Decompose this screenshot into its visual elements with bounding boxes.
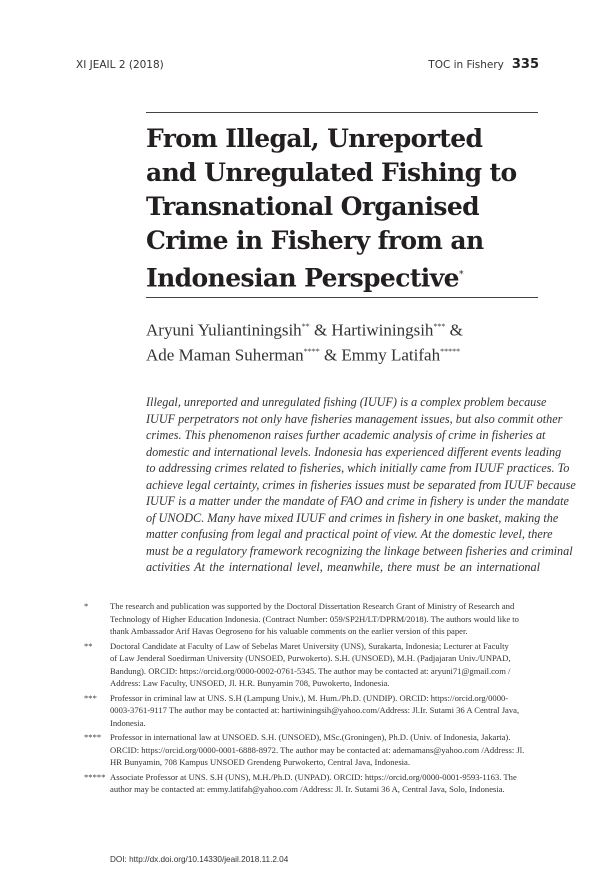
page-number: 335 (511, 57, 539, 72)
footnote-line: Professor in criminal law at UNS. S.H (Lampung Univ.), M. Hum./Ph.D. (UNDIP). ORCID: https://orcid.org/0000- (110, 692, 509, 703)
author-name: Aryuni Yuliantiningsih (146, 320, 302, 340)
title-line-text: Indonesian Perspective (146, 263, 459, 293)
footnote-line: Associate Professor at UNS. S.H (UNS), M.H./Ph.D. (UNPAD). ORCID: https://orcid.org/0000-0001-9593-1163. The (110, 771, 517, 782)
footnote-line: thank Ambassador Arif Havas Oegroseno for his valuable comments on the earlier version of this paper. (110, 626, 468, 636)
title-line: Transnational Organised (146, 192, 480, 221)
footnote-mark: ***** (84, 771, 106, 782)
abstract-line: activities At the international level, meanwhile, there must be an international (146, 560, 540, 574)
footnote-line: ORCID: https://orcid.org/0000-0001-6888-8972. The author may be contacted at: ademamans@yahoo.com /Address: Jl. (110, 744, 525, 755)
footnotes (84, 600, 544, 798)
author-separator: & (309, 320, 332, 340)
title-footnote-mark: * (458, 270, 463, 280)
footnote-mark: * (84, 601, 89, 611)
footnote-line: author may be contacted at: emmy.latifah@yahoo.com /Address: Jl. Ir. Sutami 36 A, Central Java, Solo, Indonesia. (110, 784, 505, 794)
author-mark: ** (301, 322, 310, 331)
journal-citation: XI JEAIL 2 (2018) (76, 59, 164, 71)
abstract-line: of UNODC. Many have mixed IUUF and crimes in fishery in one basket, making the (146, 510, 559, 525)
author-mark: ***** (440, 346, 461, 356)
title-line-last (146, 258, 538, 295)
abstract-line: to addressing crimes related to fisheries, which initially came from IUUF practices. To (146, 461, 570, 475)
footnote (84, 771, 544, 796)
abstract-line: IUUF is a matter under the mandate of FAO and crime in fishery is under the mandate (146, 494, 569, 508)
author-list (146, 316, 538, 365)
footnote-line: of Law Jenderal Soedirman University (UNSOED, Purwokerto). S.H. (UNSOED), M.H. (Padjajaran Univ./UNPAD, (110, 653, 511, 663)
running-head-right (428, 57, 539, 72)
footnote-line: Indonesia. (110, 717, 146, 728)
footnote-text (110, 600, 519, 638)
abstract-line: domestic and international levels. Indonesia has experienced different events leading (146, 444, 562, 459)
abstract-line: achieve legal certainty, crimes in fisheries issues must be separated from IUUF because (146, 477, 576, 492)
abstract-line: matter confusing from legal and practical point of view. At the domestic level, there (146, 527, 553, 541)
footnote-text (110, 771, 517, 796)
footnote (84, 640, 544, 690)
footnote (84, 600, 544, 638)
author-mark: **** (303, 346, 320, 356)
author-separator: & (445, 320, 463, 340)
footnote-mark: **** (84, 732, 102, 742)
footnote-line: Address: Law Faculty, UNSOED, Jl. H.R. Bunyamin 708, Puwokerto, Indonesia. (110, 678, 390, 688)
author-line (146, 316, 538, 341)
author-mark: *** (433, 322, 446, 331)
footnote (84, 692, 544, 730)
footnote-line: Bandung). ORCID: https://orcid.org/0000-0002-0761-5345. The author may be contacted at: aryuni71@gmail.com / (110, 665, 511, 676)
section-title: TOC in Fishery (428, 59, 504, 71)
abstract-line: must be a regulatory framework recognizing the linkage between fisheries and criminal (146, 543, 573, 558)
abstract-line: IUUF perpetrators not only have fisheries management issues, but also commit other (146, 411, 563, 426)
abstract-line: Illegal, unreported and unregulated fishing (IUUF) is a complex problem because (146, 395, 547, 409)
abstract (146, 394, 576, 576)
footnote (84, 731, 544, 769)
footnote-mark: ** (84, 640, 93, 651)
title-bottom-rule (146, 297, 538, 298)
footnote-line: Doctoral Candidate at Faculty of Law of Sebelas Maret University (UNS), Surakarta, Indonesia; Lecturer at Faculty (110, 640, 509, 651)
author-line (146, 341, 538, 366)
title-line: and Unregulated Fishing to (146, 158, 517, 187)
running-head (76, 57, 539, 72)
footnote-line: Technology of Higher Education Indonesia. (Contract Number: 059/SP2H/LT/DPRM/2018). The authors would like to (110, 613, 519, 624)
title-line: Crime in Fishery from an (146, 226, 484, 255)
author-name: Hartiwiningsih (331, 320, 434, 340)
abstract-line: crimes. This phenomenon raises further academic analysis of crime in fisheries at (146, 428, 546, 442)
author-separator: & (319, 345, 342, 365)
footnote-line: Professor in international law at UNSOED. S.H. (UNSOED), MSc.(Groningen), Ph.D. (Univ. of Indonesia, Jakarta). (110, 732, 511, 742)
author-name: Emmy Latifah (341, 345, 441, 365)
footnote-line: HR Bunyamin, 708 Kampus UNSOED Grendeng Purwokerto, Central Java, Indonesia. (110, 757, 411, 767)
footnote-text (110, 640, 511, 690)
article-title (146, 122, 538, 295)
title-line: From Illegal, Unreported (146, 124, 483, 153)
footnote-mark: *** (84, 692, 97, 703)
footnote-text (110, 731, 524, 769)
author-name: Ade Maman Suherman (146, 345, 304, 365)
doi[interactable]: DOI: http://dx.doi.org/10.14330/jeail.2018.11.2.04 (110, 855, 289, 864)
footnote-line: The research and publication was supported by the Doctoral Dissertation Research Grant of Ministry of Research and (110, 601, 515, 611)
footnote-text (110, 692, 519, 730)
footnote-line: 0003-3761-9117 The author may be contacted at: hartiwiningsih@yahoo.com/Address: Jl.Ir. Sutami 36 A Central Java, (110, 705, 520, 715)
title-top-rule (146, 112, 538, 113)
